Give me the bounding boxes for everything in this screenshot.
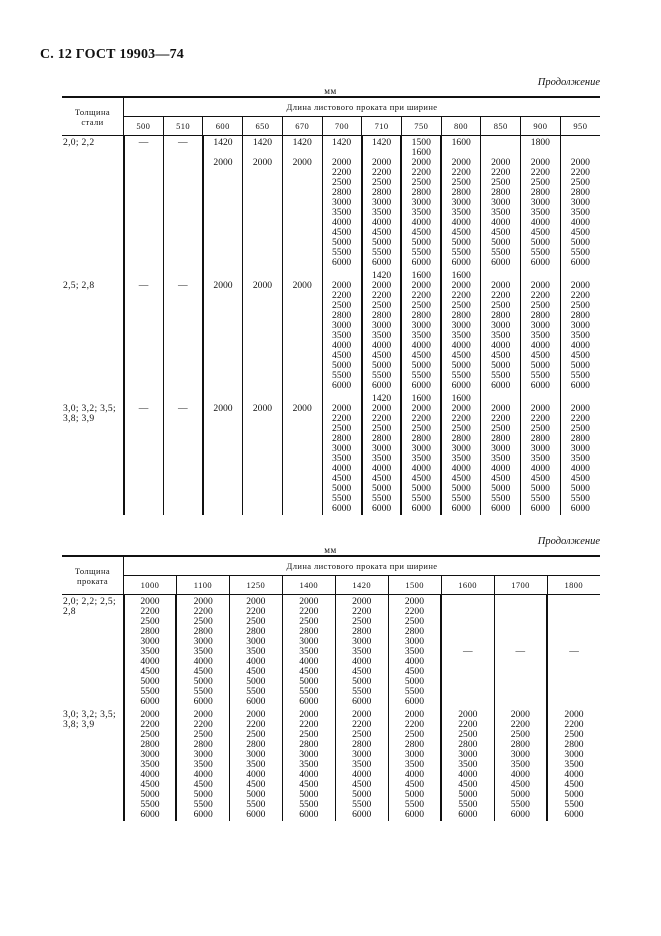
length-cell: 2000 2200 2500 2800 3000 3500 4000 4500 5000 5500 6000 <box>388 595 441 709</box>
length-cell: 2000 2200 2500 2800 3000 3500 4000 4500 5000 5500 6000 <box>481 392 521 515</box>
length-cell: 1600 2000 2200 2500 2800 3000 3500 4000 4500 5000 5500 6000 <box>441 269 481 392</box>
length-cell: — <box>163 269 203 392</box>
thickness-cell: 2,5; 2,8 <box>63 280 95 291</box>
length-cell: 2000 2200 2500 2800 3000 3500 4000 4500 5000 5500 6000 <box>124 708 177 821</box>
table-row <box>62 136 600 270</box>
table-row <box>62 269 600 392</box>
length-cell: 1420 2000 2200 2500 2800 3000 3500 4000 4500 5000 5500 6000 <box>362 136 402 270</box>
span-header: Длина листового проката при ширине <box>124 556 601 576</box>
length-cell: 1600 2000 2200 2500 2800 3000 3500 4000 4500 5000 5500 6000 <box>441 392 481 515</box>
length-cell: 2000 2200 2500 2800 3000 3500 4000 4500 5000 5500 6000 <box>229 708 282 821</box>
width-header: 670 <box>282 117 322 136</box>
length-cell: 2000 2200 2500 2800 3000 3500 4000 4500 5000 5500 6000 <box>521 392 561 515</box>
length-cell: 1600 2000 2200 2500 2800 3000 3500 4000 4500 5000 5500 6000 <box>401 392 441 515</box>
length-cell: 1420 2000 <box>282 136 322 270</box>
width-header: 1800 <box>547 576 600 595</box>
thickness-cell: 2,0; 2,2 <box>63 137 95 148</box>
length-cell: — <box>124 269 164 392</box>
length-cell: 2000 2200 2500 2800 3000 3500 4000 4500 5000 5500 6000 <box>481 269 521 392</box>
length-cell: 1600 2000 2200 2500 2800 3000 3500 4000 4500 5000 5500 6000 <box>441 136 481 270</box>
length-cell: 2000 2200 2500 2800 3000 3500 4000 4500 5000 5500 6000 <box>322 269 362 392</box>
continuation-label: Продолжение <box>537 536 600 547</box>
width-header: 1700 <box>494 576 547 595</box>
length-cell: 2000 2200 2500 2800 3000 3500 4000 4500 5000 5500 6000 <box>481 136 521 270</box>
table-row <box>62 595 600 709</box>
length-cell: 2000 <box>243 392 283 515</box>
length-cell: 2000 <box>203 392 243 515</box>
length-cell: 2000 2200 2500 2800 3000 3500 4000 4500 5000 5500 6000 <box>322 392 362 515</box>
length-cell: 2000 2200 2500 2800 3000 3500 4000 4500 5000 5500 6000 <box>441 708 494 821</box>
length-cell: 2000 <box>203 269 243 392</box>
length-cell: — <box>441 595 494 709</box>
length-cell: — <box>547 595 600 709</box>
table-row <box>62 392 600 515</box>
length-cell: 1420 2000 <box>243 136 283 270</box>
width-header: 710 <box>362 117 402 136</box>
length-cell: 2000 2200 2500 2800 3000 3500 4000 4500 5000 5500 6000 <box>124 595 177 709</box>
length-cell: — <box>494 595 547 709</box>
width-header: 1500 <box>388 576 441 595</box>
width-header: 950 <box>560 117 600 136</box>
length-cell: 1800 2000 2200 2500 2800 3000 3500 4000 4500 5000 5500 6000 <box>521 136 561 270</box>
length-cell: 2000 2200 2500 2800 3000 3500 4000 4500 5000 5500 6000 <box>176 595 229 709</box>
length-cell: 2000 2200 2500 2800 3000 3500 4000 4500 5000 5500 6000 <box>335 595 388 709</box>
width-header: 1420 <box>335 576 388 595</box>
length-cell: 1420 2000 2200 2500 2800 3000 3500 4000 4500 5000 5500 6000 <box>362 392 402 515</box>
length-cell: 1500 1600 2000 2200 2500 2800 3000 3500 4000 4500 5000 5500 6000 <box>401 136 441 270</box>
continuation-label: Продолжение <box>537 77 600 88</box>
length-table-rolled <box>62 555 600 821</box>
row-header: Толщина проката <box>62 556 124 595</box>
length-cell: 2000 2200 2500 2800 3000 3500 4000 4500 5000 5500 6000 <box>547 708 600 821</box>
length-cell: 2000 <box>282 392 322 515</box>
width-header: 750 <box>401 117 441 136</box>
unit-label: мм <box>324 545 337 555</box>
width-header: 650 <box>243 117 283 136</box>
unit-label: мм <box>324 86 337 96</box>
length-cell: — <box>124 392 164 515</box>
page-title: С. 12 ГОСТ 19903—74 <box>40 47 184 62</box>
thickness-cell: 3,0; 3,2; 3,5; 3,8; 3,9 <box>63 403 116 424</box>
width-header: 510 <box>163 117 203 136</box>
width-header: 600 <box>203 117 243 136</box>
length-cell: 2000 2200 2500 2800 3000 3500 4000 4500 5000 5500 6000 <box>560 269 600 392</box>
length-cell: 2000 2200 2500 2800 3000 3500 4000 4500 5000 5500 6000 <box>494 708 547 821</box>
length-cell: 2000 2200 2500 2800 3000 3500 4000 4500 5000 5500 6000 <box>229 595 282 709</box>
length-cell: 2000 2200 2500 2800 3000 3500 4000 4500 5000 5500 6000 <box>176 708 229 821</box>
width-header: 850 <box>481 117 521 136</box>
width-header: 700 <box>322 117 362 136</box>
length-cell: 2000 2200 2500 2800 3000 3500 4000 4500 5000 5500 6000 <box>560 136 600 270</box>
width-header: 1400 <box>282 576 335 595</box>
span-header: Длина листового проката при ширине <box>124 97 601 117</box>
table-row <box>62 708 600 821</box>
length-table-steel <box>62 96 600 515</box>
length-cell: 1420 2000 2200 2500 2800 3000 3500 4000 4500 5000 5500 6000 <box>322 136 362 270</box>
thickness-cell: 3,0; 3,2; 3,5; 3,8; 3,9 <box>63 709 116 730</box>
length-cell: 2000 2200 2500 2800 3000 3500 4000 4500 5000 5500 6000 <box>388 708 441 821</box>
length-cell: 2000 2200 2500 2800 3000 3500 4000 4500 5000 5500 6000 <box>521 269 561 392</box>
length-cell: 2000 2200 2500 2800 3000 3500 4000 4500 5000 5500 6000 <box>282 595 335 709</box>
thickness-cell: 2,0; 2,2; 2,5; 2,8 <box>63 596 116 617</box>
length-cell: — <box>163 392 203 515</box>
width-header: 500 <box>124 117 164 136</box>
width-header: 900 <box>521 117 561 136</box>
length-cell: 2000 <box>282 269 322 392</box>
width-header: 1250 <box>229 576 282 595</box>
width-header: 1000 <box>124 576 177 595</box>
length-cell: 1600 2000 2200 2500 2800 3000 3500 4000 4500 5000 5500 6000 <box>401 269 441 392</box>
length-cell: — <box>163 136 203 270</box>
length-cell: 1420 2000 2200 2500 2800 3000 3500 4000 4500 5000 5500 6000 <box>362 269 402 392</box>
length-cell: 2000 2200 2500 2800 3000 3500 4000 4500 5000 5500 6000 <box>560 392 600 515</box>
length-cell: 2000 2200 2500 2800 3000 3500 4000 4500 5000 5500 6000 <box>282 708 335 821</box>
width-header: 800 <box>441 117 481 136</box>
row-header: Толщина стали <box>62 97 124 136</box>
width-header: 1100 <box>176 576 229 595</box>
length-cell: 2000 <box>243 269 283 392</box>
length-cell: 2000 2200 2500 2800 3000 3500 4000 4500 5000 5500 6000 <box>335 708 388 821</box>
length-cell: — <box>124 136 164 270</box>
length-cell: 1420 2000 <box>203 136 243 270</box>
width-header: 1600 <box>441 576 494 595</box>
